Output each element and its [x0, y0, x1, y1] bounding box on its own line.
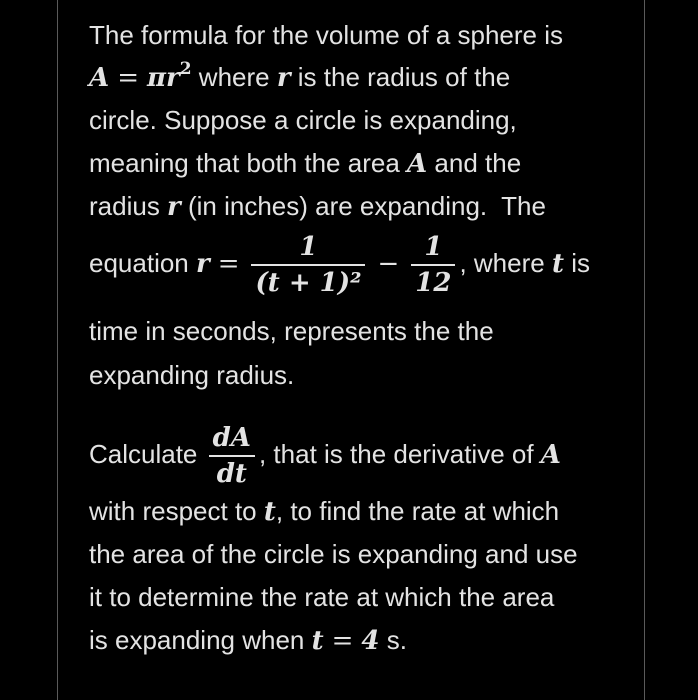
- text-span: The formula for the volume of a sphere is: [89, 20, 564, 50]
- text-span: (in inches) are expanding. The: [180, 191, 546, 221]
- math-variable: t: [311, 626, 324, 656]
- text-span: , where: [459, 248, 552, 278]
- text-span: , to find the rate at which: [275, 496, 560, 526]
- math-value: 4: [361, 626, 380, 656]
- math-operator: −: [377, 249, 400, 279]
- math-variable: πr: [146, 63, 180, 93]
- fraction-numerator: dA: [212, 423, 251, 454]
- text-span: with respect to: [89, 496, 264, 526]
- text-line: [89, 576, 629, 619]
- fraction-1: [251, 230, 365, 300]
- text-span: meaning that both the area: [89, 148, 408, 178]
- math-variable: t: [263, 497, 276, 527]
- text-span: the area of the circle is expanding and use: [89, 539, 578, 569]
- text-line: [89, 56, 629, 103]
- text-line: [89, 99, 629, 142]
- text-line: [89, 490, 629, 534]
- math-exponent: 2: [179, 59, 192, 79]
- text-span: Calculate: [89, 439, 205, 469]
- math-operator: =: [331, 626, 354, 656]
- text-span: , that is the derivative of: [258, 439, 541, 469]
- math-variable: r: [195, 249, 210, 279]
- text-span: it to determine the rate at which the area: [89, 582, 555, 612]
- math-variable: t: [551, 249, 564, 279]
- text-span: s.: [379, 625, 407, 655]
- text-line: [89, 354, 629, 397]
- text-span: and the: [427, 148, 522, 178]
- math-operator: =: [217, 249, 240, 279]
- fraction-denominator: (t + 1)²: [255, 268, 362, 299]
- text-span: is expanding when: [89, 625, 312, 655]
- text-span: time in seconds, represents the the: [89, 316, 494, 346]
- fraction-2: [411, 230, 455, 300]
- math-variable: A: [89, 63, 110, 93]
- text-span: equation: [89, 248, 196, 278]
- text-line: [89, 533, 629, 576]
- text-span: is: [563, 248, 590, 278]
- equation-line: [89, 414, 629, 495]
- text-line: [89, 619, 629, 663]
- text-line: [89, 14, 629, 57]
- text-span: circle. Suppose a circle is expanding,: [89, 105, 517, 135]
- fraction-numerator: 1: [424, 232, 443, 263]
- text-span: where: [191, 62, 277, 92]
- fraction-denominator: 12: [415, 268, 452, 299]
- text-span: is the radius of the: [290, 62, 511, 92]
- fraction-numerator: 1: [299, 232, 318, 263]
- text-line: [89, 142, 629, 186]
- math-variable: r: [167, 192, 181, 222]
- math-variable: A: [540, 440, 561, 470]
- text-line: [89, 310, 629, 353]
- equation-line: [89, 223, 629, 304]
- math-operator: =: [117, 63, 139, 93]
- derivative-fraction: [209, 421, 255, 491]
- text-span: radius: [89, 191, 168, 221]
- text-span: expanding radius.: [89, 360, 295, 390]
- fraction-denominator: dt: [216, 459, 247, 490]
- math-variable: A: [407, 149, 428, 179]
- math-variable: r: [276, 63, 291, 93]
